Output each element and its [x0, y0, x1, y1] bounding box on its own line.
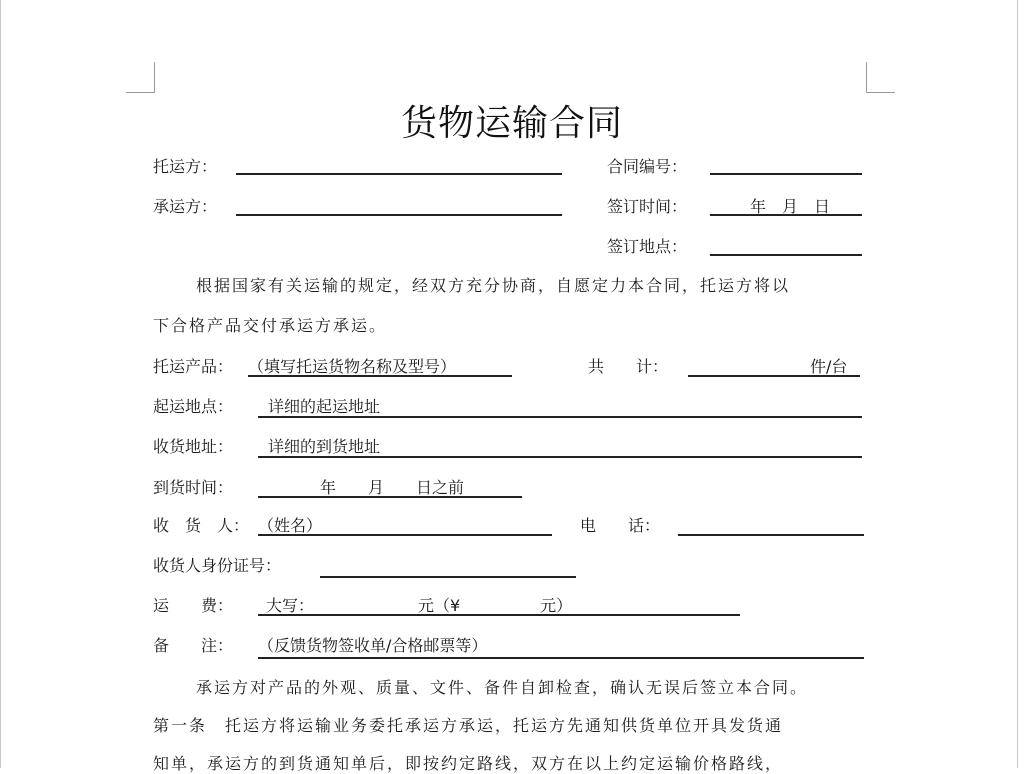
sign-date-line [710, 214, 862, 216]
fee-label: 运 费： [153, 596, 234, 615]
origin-value: 详细的起运地址 [268, 397, 381, 416]
note-value: （反馈货物签收单/合格邮票等） [258, 636, 488, 655]
goods-label: 托运产品： [153, 357, 234, 376]
fee-line [258, 614, 740, 616]
document-title: 货物运输合同 [400, 103, 623, 144]
origin-line [258, 416, 862, 418]
crop-mark-top-right [866, 62, 895, 93]
carrier-label: 承运方： [153, 197, 218, 216]
total-line [688, 375, 860, 377]
consignee-label: 收 货 人： [153, 516, 250, 535]
consignee-line [258, 534, 552, 536]
carrier-line [236, 214, 562, 216]
shipper-line [236, 173, 562, 175]
goods-value: （填写托运货物名称及型号） [248, 357, 457, 376]
paragraph-article-1-cont: 知单，承运方的到货通知单后，即按约定路线，双方在以上约定运输价格路线， [153, 754, 784, 773]
phone-line [678, 534, 864, 536]
consignee-value: （姓名） [258, 516, 323, 535]
dest-label: 收货地址： [153, 437, 234, 456]
dest-value: 详细的到货地址 [268, 437, 381, 456]
intro-line-1: 根据国家有关运输的规定，经双方充分协商，自愿定力本合同，托运方将以 [196, 276, 791, 295]
contract-no-label: 合同编号： [607, 157, 688, 176]
arrival-value: 年 月 日之前 [320, 478, 465, 497]
paragraph-inspection: 承运方对产品的外观、质量、文件、备件自卸检查，确认无误后签立本合同。 [196, 678, 809, 697]
sign-date-label: 签订时间： [607, 197, 688, 216]
note-label: 备 注： [153, 636, 234, 655]
phone-label: 电 话： [580, 516, 661, 535]
note-line [258, 657, 864, 659]
arrival-label: 到货时间： [153, 478, 234, 497]
dest-line [258, 456, 862, 458]
goods-line [248, 375, 512, 377]
contract-no-line [710, 173, 862, 175]
sign-date-value: 年 月 日 [750, 197, 831, 216]
sign-place-label: 签订地点： [607, 237, 688, 256]
id-line [320, 576, 576, 578]
crop-mark-top-left [126, 62, 155, 93]
total-label: 共 计： [588, 357, 669, 376]
paragraph-article-1: 第一条 托运方将运输业务委托承运方承运，托运方先通知供货单位开具发货通 [153, 716, 784, 735]
shipper-label: 托运方： [153, 157, 218, 176]
id-label: 收货人身份证号： [153, 556, 282, 575]
arrival-line [258, 496, 522, 498]
sign-place-line [710, 254, 862, 256]
total-unit: 件/台 [810, 357, 848, 376]
origin-label: 起运地点： [153, 397, 234, 416]
fee-value: 大写： 元（¥ 元） [266, 596, 573, 615]
intro-line-2: 下合格产品交付承运方承运。 [153, 316, 388, 335]
